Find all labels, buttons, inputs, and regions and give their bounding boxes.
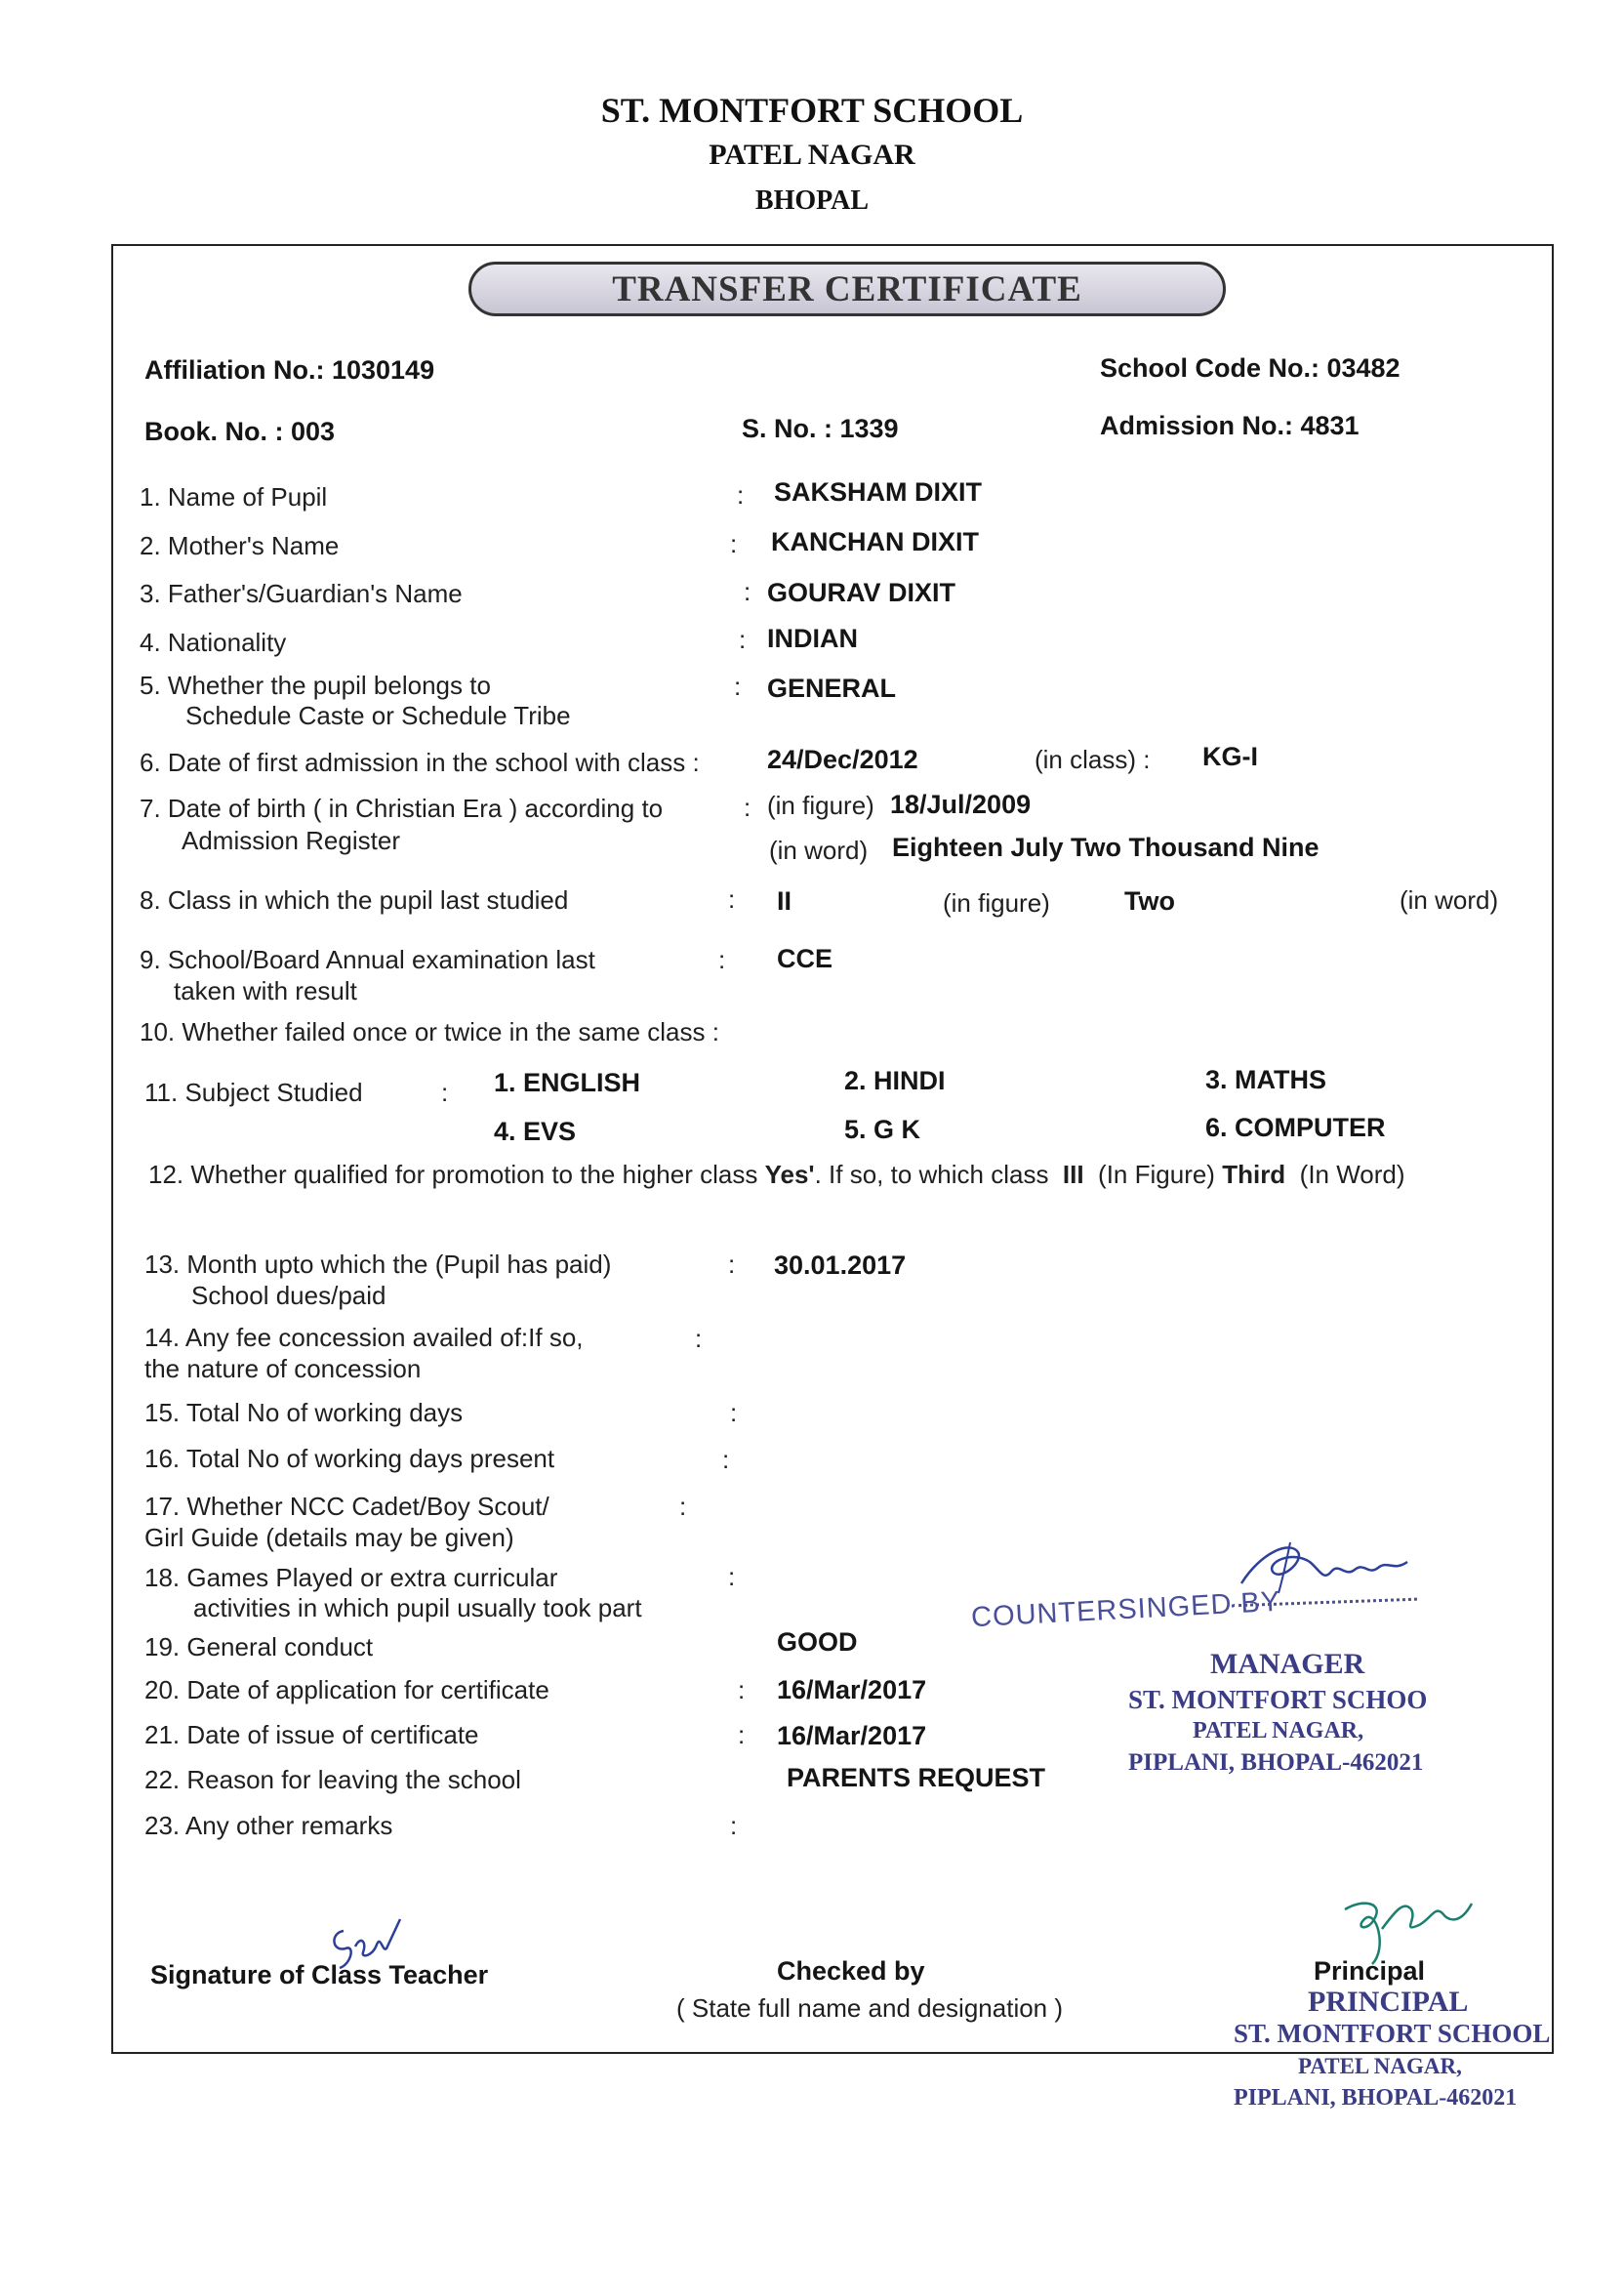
subject-item: 5. G K [844,1115,921,1144]
subject-item: 3. MATHS [1205,1065,1327,1094]
field-label-father-name: 3. Father's/Guardian's Name [140,579,463,608]
field-label-in-word: (in word) [769,836,869,865]
promotion-class-figure: III [1062,1160,1084,1189]
field-label-exam: 9. School/Board Annual examination last [140,945,595,974]
principal-stamp-address: PIPLANI, BHOPAL-462021 [1234,2085,1518,2111]
subject-item: 1. ENGLISH [494,1068,641,1097]
admission-no: Admission No.: 4831 [1100,411,1360,440]
field-label-ncc: 17. Whether NCC Cadet/Boy Scout/ [144,1492,549,1521]
field-colon: : [730,1398,738,1427]
field-label-remarks: 23. Any other remarks [144,1811,393,1840]
field-colon: : [730,529,738,558]
field-colon: : [679,1492,687,1521]
field-colon: : [734,672,742,701]
field-value-dues: 30.01.2017 [774,1250,907,1280]
field-colon: : [728,1562,736,1591]
promotion-followup: . If so, to which class [814,1160,1049,1189]
field-colon: : [739,625,747,654]
field-label-subjects: 11. Subject Studied [144,1078,363,1107]
principal-stamp-school: ST. MONTFORT SCHOOL [1234,2019,1551,2048]
field-value-dob-word: Eighteen July Two Thousand Nine [892,833,1320,862]
field-colon: : [441,1078,449,1107]
manager-stamp-address: PIPLANI, BHOPAL-462021 [1128,1749,1424,1776]
field-label-concession-cont: the nature of concession [144,1354,422,1383]
field-label-in-figure: (in figure) [943,888,1050,918]
field-value-dob-figure: 18/Jul/2009 [890,790,1032,819]
field-colon: : [730,1811,738,1840]
manager-stamp-area: PATEL NAGAR, [1193,1718,1364,1743]
field-value-father-name: GOURAV DIXIT [767,578,956,607]
field-value-application-date: 16/Mar/2017 [777,1675,927,1704]
field-colon: : [728,1250,736,1279]
school-name: ST. MONTFORT SCHOOL [600,91,1024,130]
field-label-dob: 7. Date of birth ( in Christian Era ) according to [140,794,664,823]
field-label-nationality: 4. Nationality [140,628,287,657]
field-label-dob-cont: Admission Register [182,826,400,855]
certificate-title: TRANSFER CERTIFICATE [468,262,1226,316]
field-value-issue-date: 16/Mar/2017 [777,1721,927,1750]
field-label-leaving-reason: 22. Reason for leaving the school [144,1765,521,1794]
field-label-in-word: (in word) [1400,885,1499,915]
principal-stamp-title: PRINCIPAL [1308,1986,1469,2018]
checked-by-label: Checked by [777,1956,925,1986]
field-label-days-present: 16. Total No of working days present [144,1444,555,1473]
field-value-nationality: INDIAN [767,624,858,653]
field-label-games-cont: activities in which pupil usually took part [193,1593,642,1622]
field-label-mother-name: 2. Mother's Name [140,531,340,560]
manager-stamp-school: ST. MONTFORT SCHOO [1128,1685,1428,1714]
manager-stamp-title: MANAGER [1210,1648,1365,1680]
field-label-in-class: (in class) : [1035,745,1151,774]
checked-by-note: ( State full name and designation ) [676,1993,1064,2023]
field-value-pupil-name: SAKSHAM DIXIT [774,477,983,507]
subject-item: 2. HINDI [844,1066,946,1095]
promotion-class-word: Third [1222,1160,1286,1189]
promotion-question: 12. Whether qualified for promotion to the higher class [148,1160,758,1189]
promotion-figure-label: (In Figure) [1098,1160,1215,1189]
field-colon: : [722,1445,730,1474]
field-label-last-class: 8. Class in which the pupil last studied [140,885,569,915]
field-label-failed: 10. Whether failed once or twice in the same class : [140,1017,719,1046]
field-label-first-admission: 6. Date of first admission in the school with class : [140,748,700,777]
school-code: School Code No.: 03482 [1100,353,1401,383]
school-city: BHOPAL [754,185,870,216]
subject-item: 4. EVS [494,1117,577,1146]
field-value-conduct: GOOD [777,1627,858,1657]
countersigned-label: COUNTERSINGED BY [970,1585,1281,1634]
field-colon: : [738,1675,746,1704]
field-label-issue-date: 21. Date of issue of certificate [144,1720,479,1749]
school-area: PATEL NAGAR [709,139,915,171]
field-label-dues: 13. Month upto which the (Pupil has paid) [144,1250,612,1279]
field-label-working-days: 15. Total No of working days [144,1398,464,1427]
field-label-pupil-name: 1. Name of Pupil [140,482,328,512]
promotion-row [148,1160,1405,1190]
field-label-dues-cont: School dues/paid [191,1281,386,1310]
field-colon: : [728,884,736,914]
field-label-caste: 5. Whether the pupil belongs to [140,671,491,700]
class-teacher-label: Signature of Class Teacher [150,1960,489,1989]
field-label-exam-cont: taken with result [174,976,357,1005]
field-label-games: 18. Games Played or extra curricular [144,1563,558,1592]
subject-item: 6. COMPUTER [1205,1113,1386,1142]
field-colon: : [695,1324,703,1353]
field-value-caste: GENERAL [767,674,897,703]
principal-label: Principal [1314,1956,1426,1986]
field-value-in-class: KG-I [1202,742,1258,771]
field-value-first-admission: 24/Dec/2012 [767,745,918,774]
field-value-last-class: II [777,886,792,916]
field-colon: : [718,945,726,974]
field-value-exam: CCE [777,944,833,973]
field-label-conduct: 19. General conduct [144,1632,374,1661]
field-value-last-class-word: Two [1124,886,1175,916]
field-value-leaving-reason: PARENTS REQUEST [787,1763,1046,1792]
serial-no: S. No. : 1339 [742,414,899,443]
principal-stamp-area: PATEL NAGAR, [1298,2054,1462,2078]
promotion-answer: Yes' [764,1160,815,1189]
field-label-caste-cont: Schedule Caste or Schedule Tribe [185,701,571,730]
field-label-ncc-cont: Girl Guide (details may be given) [144,1523,514,1552]
field-colon: : [738,1720,746,1749]
promotion-word-label: (In Word) [1299,1160,1405,1189]
affiliation-no: Affiliation No.: 1030149 [144,355,435,385]
field-colon: : [744,793,751,822]
field-colon: : [744,577,751,606]
field-label-concession: 14. Any fee concession availed of:If so, [144,1323,584,1352]
field-label-in-figure: (in figure) [767,791,874,820]
field-value-mother-name: KANCHAN DIXIT [771,527,979,556]
book-no: Book. No. : 003 [144,417,336,446]
field-label-application-date: 20. Date of application for certificate [144,1675,549,1704]
field-colon: : [737,480,745,510]
